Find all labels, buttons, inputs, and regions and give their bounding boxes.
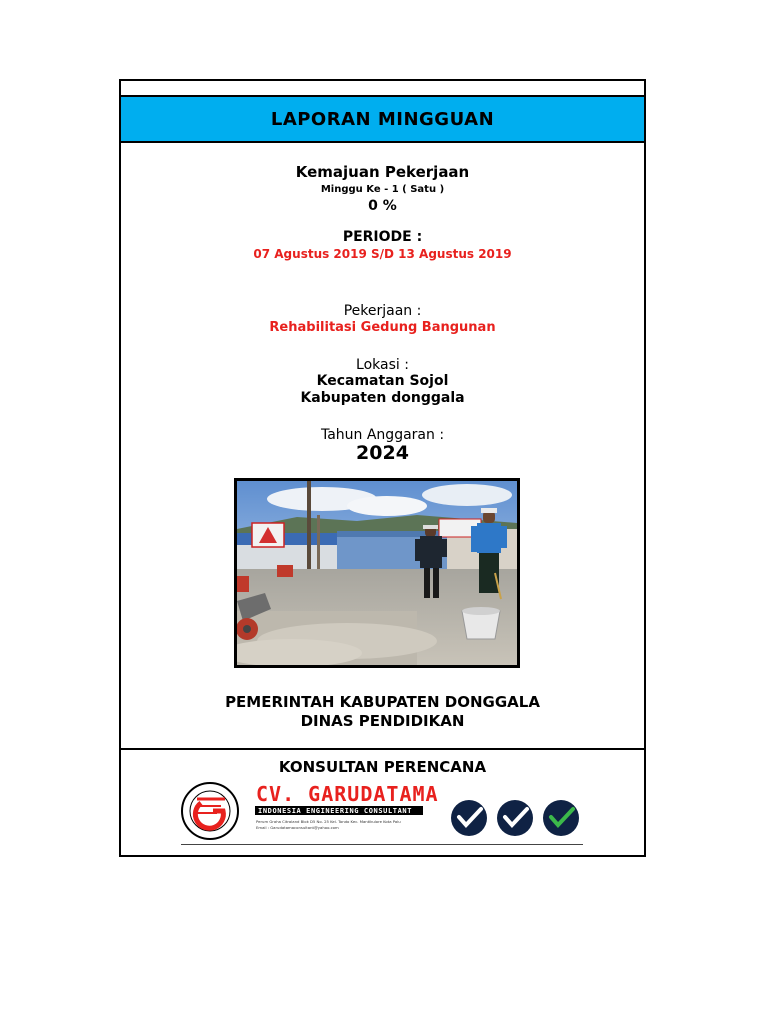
company-seal-icon xyxy=(182,783,238,839)
progress-percent: 0 % xyxy=(368,198,397,214)
budget-label: Tahun Anggaran : xyxy=(320,427,445,443)
work-name: Rehabilitasi Gedung Bangunan xyxy=(269,320,496,335)
work-label: Pekerjaan : xyxy=(343,303,422,319)
company-tagline: INDONESIA ENGINEERING CONSULTANT xyxy=(258,807,413,815)
company-address: Perum Graha Citraland Blok D5 No. 25 Kel. Tondo Kec. Mantikulore Kota Palu xyxy=(256,819,401,824)
government-name: PEMERINTAH KABUPATEN DONGGALA xyxy=(225,693,540,711)
check-badge-icon xyxy=(451,800,487,836)
period-range: 07 Agustus 2019 S/D 13 Agustus 2019 xyxy=(253,247,512,261)
title-band xyxy=(121,95,644,143)
week-number: Minggu Ke - 1 ( Satu ) xyxy=(320,184,445,195)
check-badge-green-icon xyxy=(543,800,579,836)
location-regency: Kabupaten donggala xyxy=(300,390,465,406)
company-email: Email : Garudatamaconsultant@yahoo.com xyxy=(256,825,339,830)
company-name: CV. GARUDATAMA xyxy=(256,782,439,806)
consultant-heading: KONSULTAN PERENCANA xyxy=(278,758,487,776)
check-badge-icon xyxy=(497,800,533,836)
period-label: PERIODE : xyxy=(342,229,423,245)
footer-rule xyxy=(181,844,583,845)
budget-year: 2024 xyxy=(356,442,409,464)
progress-heading: Kemajuan Pekerjaan xyxy=(295,163,470,181)
site-photo xyxy=(234,478,520,668)
location-district: Kecamatan Sojol xyxy=(316,373,449,389)
report-cover xyxy=(119,79,646,857)
report-title: LAPORAN MINGGUAN xyxy=(270,108,495,130)
consultant-logo-row xyxy=(121,781,644,841)
section-divider xyxy=(121,748,644,750)
department-name: DINAS PENDIDIKAN xyxy=(300,712,465,730)
location-label: Lokasi : xyxy=(356,357,409,373)
